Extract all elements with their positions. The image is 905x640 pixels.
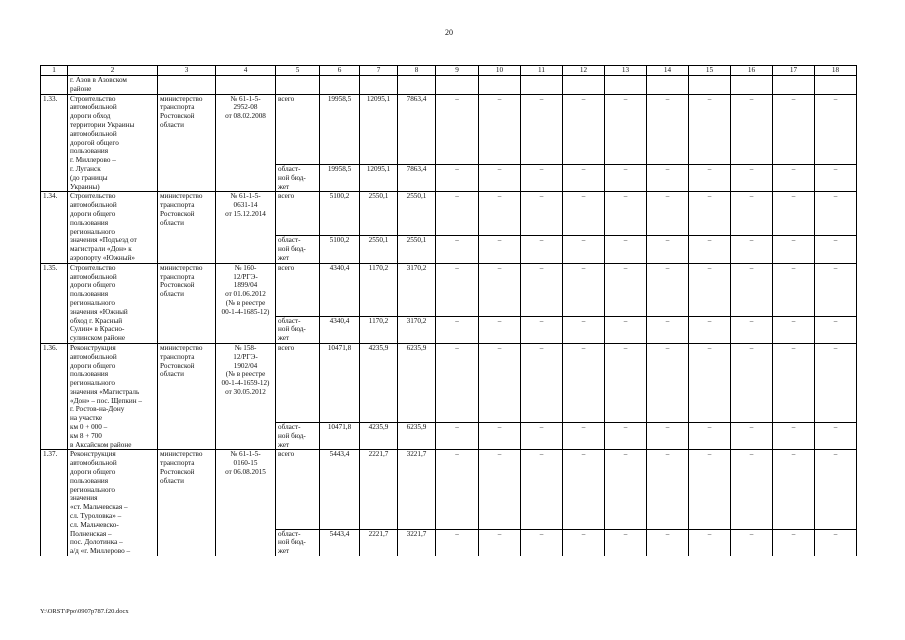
dash-cell: – — [647, 236, 689, 263]
value-col7: 1170,2 — [360, 263, 398, 316]
value-col7: 2550,1 — [360, 192, 398, 236]
cell — [216, 76, 276, 95]
dash-cell: – — [773, 94, 815, 164]
value-col7: 12095,1 — [360, 94, 398, 164]
dash-cell: – — [815, 316, 857, 343]
dash-cell: – — [436, 164, 479, 191]
item-number: 1.37. — [41, 450, 68, 556]
dash-cell: – — [436, 192, 479, 236]
dash-cell: – — [521, 94, 563, 164]
funding-source: всего — [276, 450, 320, 529]
value-col7: 4235,9 — [360, 343, 398, 422]
header-cell: 11 — [521, 66, 563, 76]
dash-cell: – — [647, 192, 689, 236]
header-cell: 5 — [276, 66, 320, 76]
approval-document: № 61-1-5- 0160-15 от 06.08.2015 — [216, 450, 276, 556]
value-col7: 2221,7 — [360, 529, 398, 556]
dash-cell: – — [479, 192, 521, 236]
value-col8: 2550,1 — [398, 192, 436, 236]
dash-cell: – — [731, 343, 773, 422]
dash-cell: – — [563, 236, 605, 263]
dash-cell: – — [436, 529, 479, 556]
customer-org: министерство транспорта Ростовской области — [158, 192, 216, 263]
customer-org: министерство транспорта Ростовской области — [158, 450, 216, 556]
table-body — [41, 66, 857, 557]
item-number: 1.35. — [41, 263, 68, 343]
header-cell: 17 — [773, 66, 815, 76]
header-cell: 15 — [689, 66, 731, 76]
header-cell: 10 — [479, 66, 521, 76]
dash-cell: – — [815, 236, 857, 263]
cell — [563, 76, 605, 95]
header-cell: 6 — [320, 66, 360, 76]
dash-cell: – — [773, 192, 815, 236]
approval-document: № 160- 12/РГЭ- 1899/04 от 01.06.2012 (№ в реестре 00-1-4-1685-12) — [216, 263, 276, 343]
funding-source: област- ной бюд- жет — [276, 164, 320, 191]
dash-cell: – — [647, 316, 689, 343]
header-cell: 12 — [563, 66, 605, 76]
funding-source: област- ной бюд- жет — [276, 423, 320, 450]
dash-cell: – — [815, 94, 857, 164]
dash-cell: – — [563, 316, 605, 343]
approval-document: № 61-1-5- 2952-08 от 08.02.2008 — [216, 94, 276, 192]
dash-cell: – — [689, 236, 731, 263]
cell — [158, 76, 216, 95]
dash-cell: – — [815, 192, 857, 236]
dash-cell: – — [563, 529, 605, 556]
project-row-total — [41, 94, 857, 164]
funding-source: всего — [276, 94, 320, 164]
cell — [605, 76, 647, 95]
header-cell: 18 — [815, 66, 857, 76]
dash-cell: – — [479, 263, 521, 316]
funding-source: всего — [276, 192, 320, 236]
dash-cell: – — [689, 263, 731, 316]
dash-cell: – — [773, 263, 815, 316]
cell — [815, 76, 857, 95]
value-col8: 2550,1 — [398, 236, 436, 263]
funding-source: област- ной бюд- жет — [276, 529, 320, 556]
header-cell: 16 — [731, 66, 773, 76]
dash-cell: – — [689, 94, 731, 164]
header-cell: 7 — [360, 66, 398, 76]
dash-cell: – — [773, 529, 815, 556]
dash-cell: – — [605, 529, 647, 556]
dash-cell: – — [563, 192, 605, 236]
dash-cell: – — [731, 529, 773, 556]
dash-cell: – — [436, 343, 479, 422]
header-cell: 4 — [216, 66, 276, 76]
header-row — [41, 66, 857, 76]
dash-cell: – — [731, 423, 773, 450]
dash-cell: – — [436, 263, 479, 316]
dash-cell: – — [521, 450, 563, 529]
value-col6: 5100,2 — [320, 236, 360, 263]
dash-cell: – — [605, 263, 647, 316]
dash-cell: – — [689, 423, 731, 450]
dash-cell: – — [521, 316, 563, 343]
dash-cell: – — [689, 164, 731, 191]
dash-cell: – — [689, 343, 731, 422]
cell — [436, 76, 479, 95]
object-name: Строительство автомобильной дороги общего пользования регионального значения «Подъезд от магистрали «Дон» к аэропорту «Южный» — [68, 192, 158, 263]
dash-cell: – — [563, 94, 605, 164]
financing-table — [40, 65, 857, 556]
dash-cell: – — [731, 94, 773, 164]
value-col8: 3221,7 — [398, 450, 436, 529]
header-cell: 2 — [68, 66, 158, 76]
value-col7: 12095,1 — [360, 164, 398, 191]
dash-cell: – — [731, 192, 773, 236]
value-col6: 19958,5 — [320, 94, 360, 164]
header-cell: 1 — [41, 66, 68, 76]
value-col7: 4235,9 — [360, 423, 398, 450]
value-col6: 4340,4 — [320, 263, 360, 316]
dash-cell: – — [521, 423, 563, 450]
dash-cell: – — [731, 316, 773, 343]
dash-cell: – — [436, 94, 479, 164]
funding-source: област- ной бюд- жет — [276, 316, 320, 343]
customer-org: министерство транспорта Ростовской области — [158, 94, 216, 192]
header-cell: 13 — [605, 66, 647, 76]
dash-cell: – — [647, 343, 689, 422]
cell — [398, 76, 436, 95]
project-row-total — [41, 263, 857, 316]
object-name: Реконструкция автомобильной дороги общего пользования регионального значения «Магистраль «Дон» – пос. Щепкин – г. Ростов-на-Дону на участке км 0 + 000 – км 8 + 700 в Аксайском районе — [68, 343, 158, 450]
dash-cell: – — [773, 450, 815, 529]
value-col6: 10471,8 — [320, 343, 360, 422]
dash-cell: – — [521, 263, 563, 316]
dash-cell: – — [689, 316, 731, 343]
page-number: 20 — [445, 28, 453, 37]
dash-cell: – — [521, 529, 563, 556]
dash-cell: – — [605, 192, 647, 236]
dash-cell: – — [773, 164, 815, 191]
header-cell: 8 — [398, 66, 436, 76]
dash-cell: – — [605, 450, 647, 529]
value-col7: 2221,7 — [360, 450, 398, 529]
dash-cell: – — [815, 164, 857, 191]
value-col8: 7863,4 — [398, 164, 436, 191]
value-col7: 1170,2 — [360, 316, 398, 343]
dash-cell: – — [815, 423, 857, 450]
value-col8: 3221,7 — [398, 529, 436, 556]
dash-cell: – — [563, 343, 605, 422]
value-col6: 10471,8 — [320, 423, 360, 450]
dash-cell: – — [479, 236, 521, 263]
dash-cell: – — [436, 450, 479, 529]
dash-cell: – — [731, 263, 773, 316]
dash-cell: – — [647, 263, 689, 316]
object-name: Реконструкция автомобильной дороги общего пользования регионального значения «ст. Мальчевская – сл. Туроловка» – сл. Мальчевско- Полненская – пос. Долотинка – а/д «г. Миллерово – — [68, 450, 158, 556]
approval-document: № 61-1-5- 0631-14 от 15.12.2014 — [216, 192, 276, 263]
dash-cell: – — [605, 236, 647, 263]
dash-cell: – — [773, 423, 815, 450]
customer-org: министерство транспорта Ростовской области — [158, 343, 216, 450]
dash-cell: – — [521, 192, 563, 236]
cell — [276, 76, 320, 95]
value-col8: 7863,4 — [398, 94, 436, 164]
cell — [479, 76, 521, 95]
dash-cell: – — [605, 343, 647, 422]
dash-cell: – — [815, 263, 857, 316]
value-col6: 5100,2 — [320, 192, 360, 236]
dash-cell: – — [647, 94, 689, 164]
dash-cell: – — [605, 316, 647, 343]
dash-cell: – — [689, 529, 731, 556]
dash-cell: – — [479, 343, 521, 422]
dash-cell: – — [479, 316, 521, 343]
dash-cell: – — [436, 423, 479, 450]
dash-cell: – — [605, 164, 647, 191]
value-col6: 4340,4 — [320, 316, 360, 343]
dash-cell: – — [479, 529, 521, 556]
dash-cell: – — [689, 450, 731, 529]
dash-cell: – — [436, 316, 479, 343]
value-col6: 5443,4 — [320, 529, 360, 556]
header-cell: 9 — [436, 66, 479, 76]
dash-cell: – — [563, 450, 605, 529]
dash-cell: – — [815, 529, 857, 556]
value-col6: 5443,4 — [320, 450, 360, 529]
dash-cell: – — [815, 343, 857, 422]
approval-document: № 158- 12/РГЭ- 1902/04 (№ в реестре 00-1-4-1659-12) от 30.05.2012 — [216, 343, 276, 450]
value-col8: 3170,2 — [398, 263, 436, 316]
dash-cell: – — [731, 236, 773, 263]
value-col7: 2550,1 — [360, 236, 398, 263]
cell — [360, 76, 398, 95]
header-cell: 3 — [158, 66, 216, 76]
continuation-text: г. Азов в Азовском районе — [68, 76, 158, 95]
funding-source: всего — [276, 263, 320, 316]
project-row-total — [41, 192, 857, 236]
object-name: Строительство автомобильной дороги общего пользования регионального значения «Южный обход г. Красный Сулин» в Красно- сулинском районе — [68, 263, 158, 343]
dash-cell: – — [563, 164, 605, 191]
value-col8: 3170,2 — [398, 316, 436, 343]
dash-cell: – — [815, 450, 857, 529]
item-number: 1.33. — [41, 94, 68, 192]
dash-cell: – — [647, 423, 689, 450]
cell — [773, 76, 815, 95]
funding-source: област- ной бюд- жет — [276, 236, 320, 263]
dash-cell: – — [521, 236, 563, 263]
dash-cell: – — [479, 450, 521, 529]
dash-cell: – — [605, 94, 647, 164]
file-path-footer: Y:\ORST\Ppo\0907p787.f20.docx — [40, 608, 129, 615]
dash-cell: – — [479, 423, 521, 450]
value-col8: 6235,9 — [398, 343, 436, 422]
dash-cell: – — [647, 529, 689, 556]
customer-org: министерство транспорта Ростовской области — [158, 263, 216, 343]
dash-cell: – — [647, 164, 689, 191]
value-col8: 6235,9 — [398, 423, 436, 450]
dash-cell: – — [563, 423, 605, 450]
dash-cell: – — [773, 316, 815, 343]
project-row-total — [41, 343, 857, 422]
header-cell: 14 — [647, 66, 689, 76]
dash-cell: – — [689, 192, 731, 236]
cell — [41, 76, 68, 95]
dash-cell: – — [563, 263, 605, 316]
cell — [647, 76, 689, 95]
project-row-total — [41, 450, 857, 529]
dash-cell: – — [605, 423, 647, 450]
dash-cell: – — [731, 164, 773, 191]
dash-cell: – — [647, 450, 689, 529]
dash-cell: – — [773, 236, 815, 263]
cell — [521, 76, 563, 95]
dash-cell: – — [731, 450, 773, 529]
item-number: 1.34. — [41, 192, 68, 263]
dash-cell: – — [521, 164, 563, 191]
dash-cell: – — [479, 164, 521, 191]
continuation-row — [41, 76, 857, 95]
object-name: Строительство автомобильной дороги обход территории Украины автомобильной дорогой общего пользования г. Миллерово – г. Луганск (до границы Украины) — [68, 94, 158, 192]
cell — [320, 76, 360, 95]
funding-source: всего — [276, 343, 320, 422]
dash-cell: – — [479, 94, 521, 164]
dash-cell: – — [436, 236, 479, 263]
cell — [731, 76, 773, 95]
value-col6: 19958,5 — [320, 164, 360, 191]
item-number: 1.36. — [41, 343, 68, 450]
dash-cell: – — [521, 343, 563, 422]
dash-cell: – — [773, 343, 815, 422]
cell — [689, 76, 731, 95]
